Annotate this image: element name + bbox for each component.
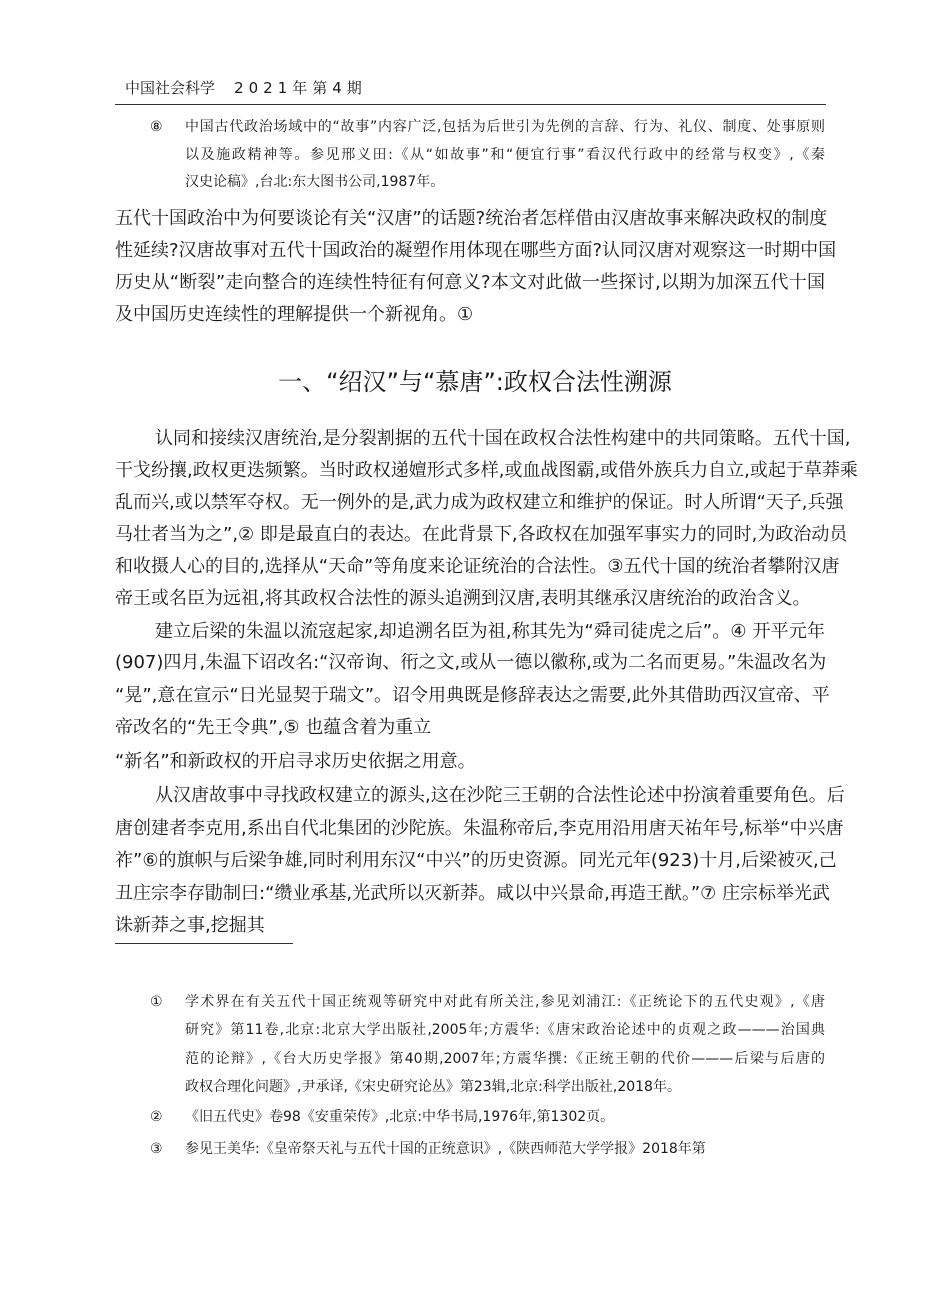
text-line: 丑庄宗李存勖制曰:“缵业承基,光武所以灭新莽。咸以中兴景命,再造王猷。”⑦ 庄宗标举光武 — [115, 883, 831, 904]
text-line: 马壮者当为之”,② 即是最直白的表达。在此背景下,各政权在加强军事实力的同时,为政治动员 — [115, 524, 848, 545]
text-line: 帝改名的“先王令典”,⑤ 也蕴含着为重立 — [115, 717, 432, 738]
issue-number: 2021年第4期 — [234, 79, 367, 97]
text-line: 建立后梁的朱温以流寇起家,却追溯名臣为祖,称其先为“舜司徒虎之后”。④ 开平元年 — [155, 621, 825, 642]
footnote-line: 《旧五代史》卷98《安重荣传》,北京:中华书局,1976年,第1302页。 — [185, 1109, 615, 1125]
footnote-line: 范的论辩》,《台大历史学报》第40期,2007年;方震华撰:《正统王朝的代价———后梁与后唐的 — [185, 1051, 825, 1067]
footnote-line: 学术界在有关五代十国正统观等研究中对此有所关注,参见刘浦江:《正统论下的五代史观》,《唐 — [185, 994, 825, 1010]
text-line: 帝王或名臣为远祖,将其政权合法性的源头追溯到汉唐,表明其继承汉唐统治的政治含义。 — [115, 588, 811, 609]
journal-title: 中国社会科学 2021年第4期 — [125, 79, 367, 97]
text-line: 及中国历史连续性的理解提供一个新视角。① — [115, 304, 474, 325]
text-line: 五代十国政治中为何要谈论有关“汉唐”的话题?统治者怎样借由汉唐故事来解决政权的制度 — [115, 208, 828, 229]
section-heading: 一、“绍汉”与“慕唐”:政权合法性溯源 — [278, 368, 672, 396]
footnote-line: 汉史论稿》,台北:东大图书公司,1987年。 — [185, 174, 445, 190]
text-line: 乱而兴,或以禁军夺权。无一例外的是,武力成为政权建立和维护的保证。时人所谓“天子,兵强 — [115, 492, 844, 513]
text-line: 从汉唐故事中寻找政权建立的源头,这在沙陀三王朝的合法性论述中扮演着重要角色。后 — [155, 785, 845, 806]
footnote-marker: ① — [150, 994, 163, 1010]
text-line: 诛新莽之事,挖掘其 — [115, 915, 265, 936]
text-line: 唐创建者李克用,系出自代北集团的沙陀族。朱温称帝后,李克用沿用唐天祐年号,标举“中兴唐 — [115, 818, 844, 839]
footnote-line: 以及施政精神等。参见邢义田:《从“如故事”和“便宜行事”看汉代行政中的经常与权变》,《秦 — [185, 147, 825, 163]
text-line: 祚”⑥的旗帜与后梁争雄,同时利用东汉“中兴”的历史资源。同光元年(923)十月,后梁被灭,己 — [115, 850, 837, 871]
text-line: “晃”,意在宣示“日光显契于瑞文”。诏令用典既是修辞表达之需要,此外其借助西汉宣帝、平 — [115, 685, 830, 706]
text-line: “新名”和新政权的开启寻求历史依据之用意。 — [115, 751, 476, 772]
footnote-line: 政权合理化问题》,尹承译,《宋史研究论丛》第23辑,北京:科学出版社,2018年。 — [185, 1079, 681, 1095]
footnote-line: 参见王美华:《皇帝祭天礼与五代十国的正统意识》,《陕西师范大学学报》2018年第 — [185, 1141, 706, 1157]
text-line: 历史从“断裂”走向整合的连续性特征有何意义?本文对此做一些探讨,以期为加深五代十国 — [115, 272, 825, 293]
footnote-marker: ② — [150, 1109, 163, 1125]
footnote-marker: ⑧ — [150, 119, 163, 135]
text-line: 干戈纷攘,政权更迭频繁。当时政权递嬗形式多样,或血战图霸,或借外族兵力自立,或起于草莽乘 — [115, 460, 858, 481]
text-line: 认同和接续汉唐统治,是分裂割据的五代十国在政权合法性构建中的共同策略。五代十国, — [155, 428, 851, 449]
footnote-line: 研究》第11卷,北京:北京大学出版社,2005年;方震华:《唐宋政治论述中的贞观之政———治国典 — [185, 1022, 825, 1038]
footnote-line: 中国古代政治场域中的“故事”内容广泛,包括为后世引为先例的言辞、行为、礼仪、制度、处事原则 — [185, 119, 825, 135]
footnote-marker: ③ — [150, 1141, 163, 1157]
text-line: (907)四月,朱温下诏改名:“汉帝询、衎之文,或从一德以徽称,或为二名而更易。”朱温改名为 — [115, 652, 827, 673]
header-rule — [115, 104, 826, 105]
text-line: 和收摄人心的目的,选择从“天命”等角度来论证统治的合法性。③五代十国的统治者攀附汉唐 — [115, 556, 840, 577]
text-line: 性延续?汉唐故事对五代十国政治的凝塑作用体现在哪些方面?认同汉唐对观察这一时期中国 — [115, 240, 837, 261]
footnote-separator — [115, 943, 293, 944]
